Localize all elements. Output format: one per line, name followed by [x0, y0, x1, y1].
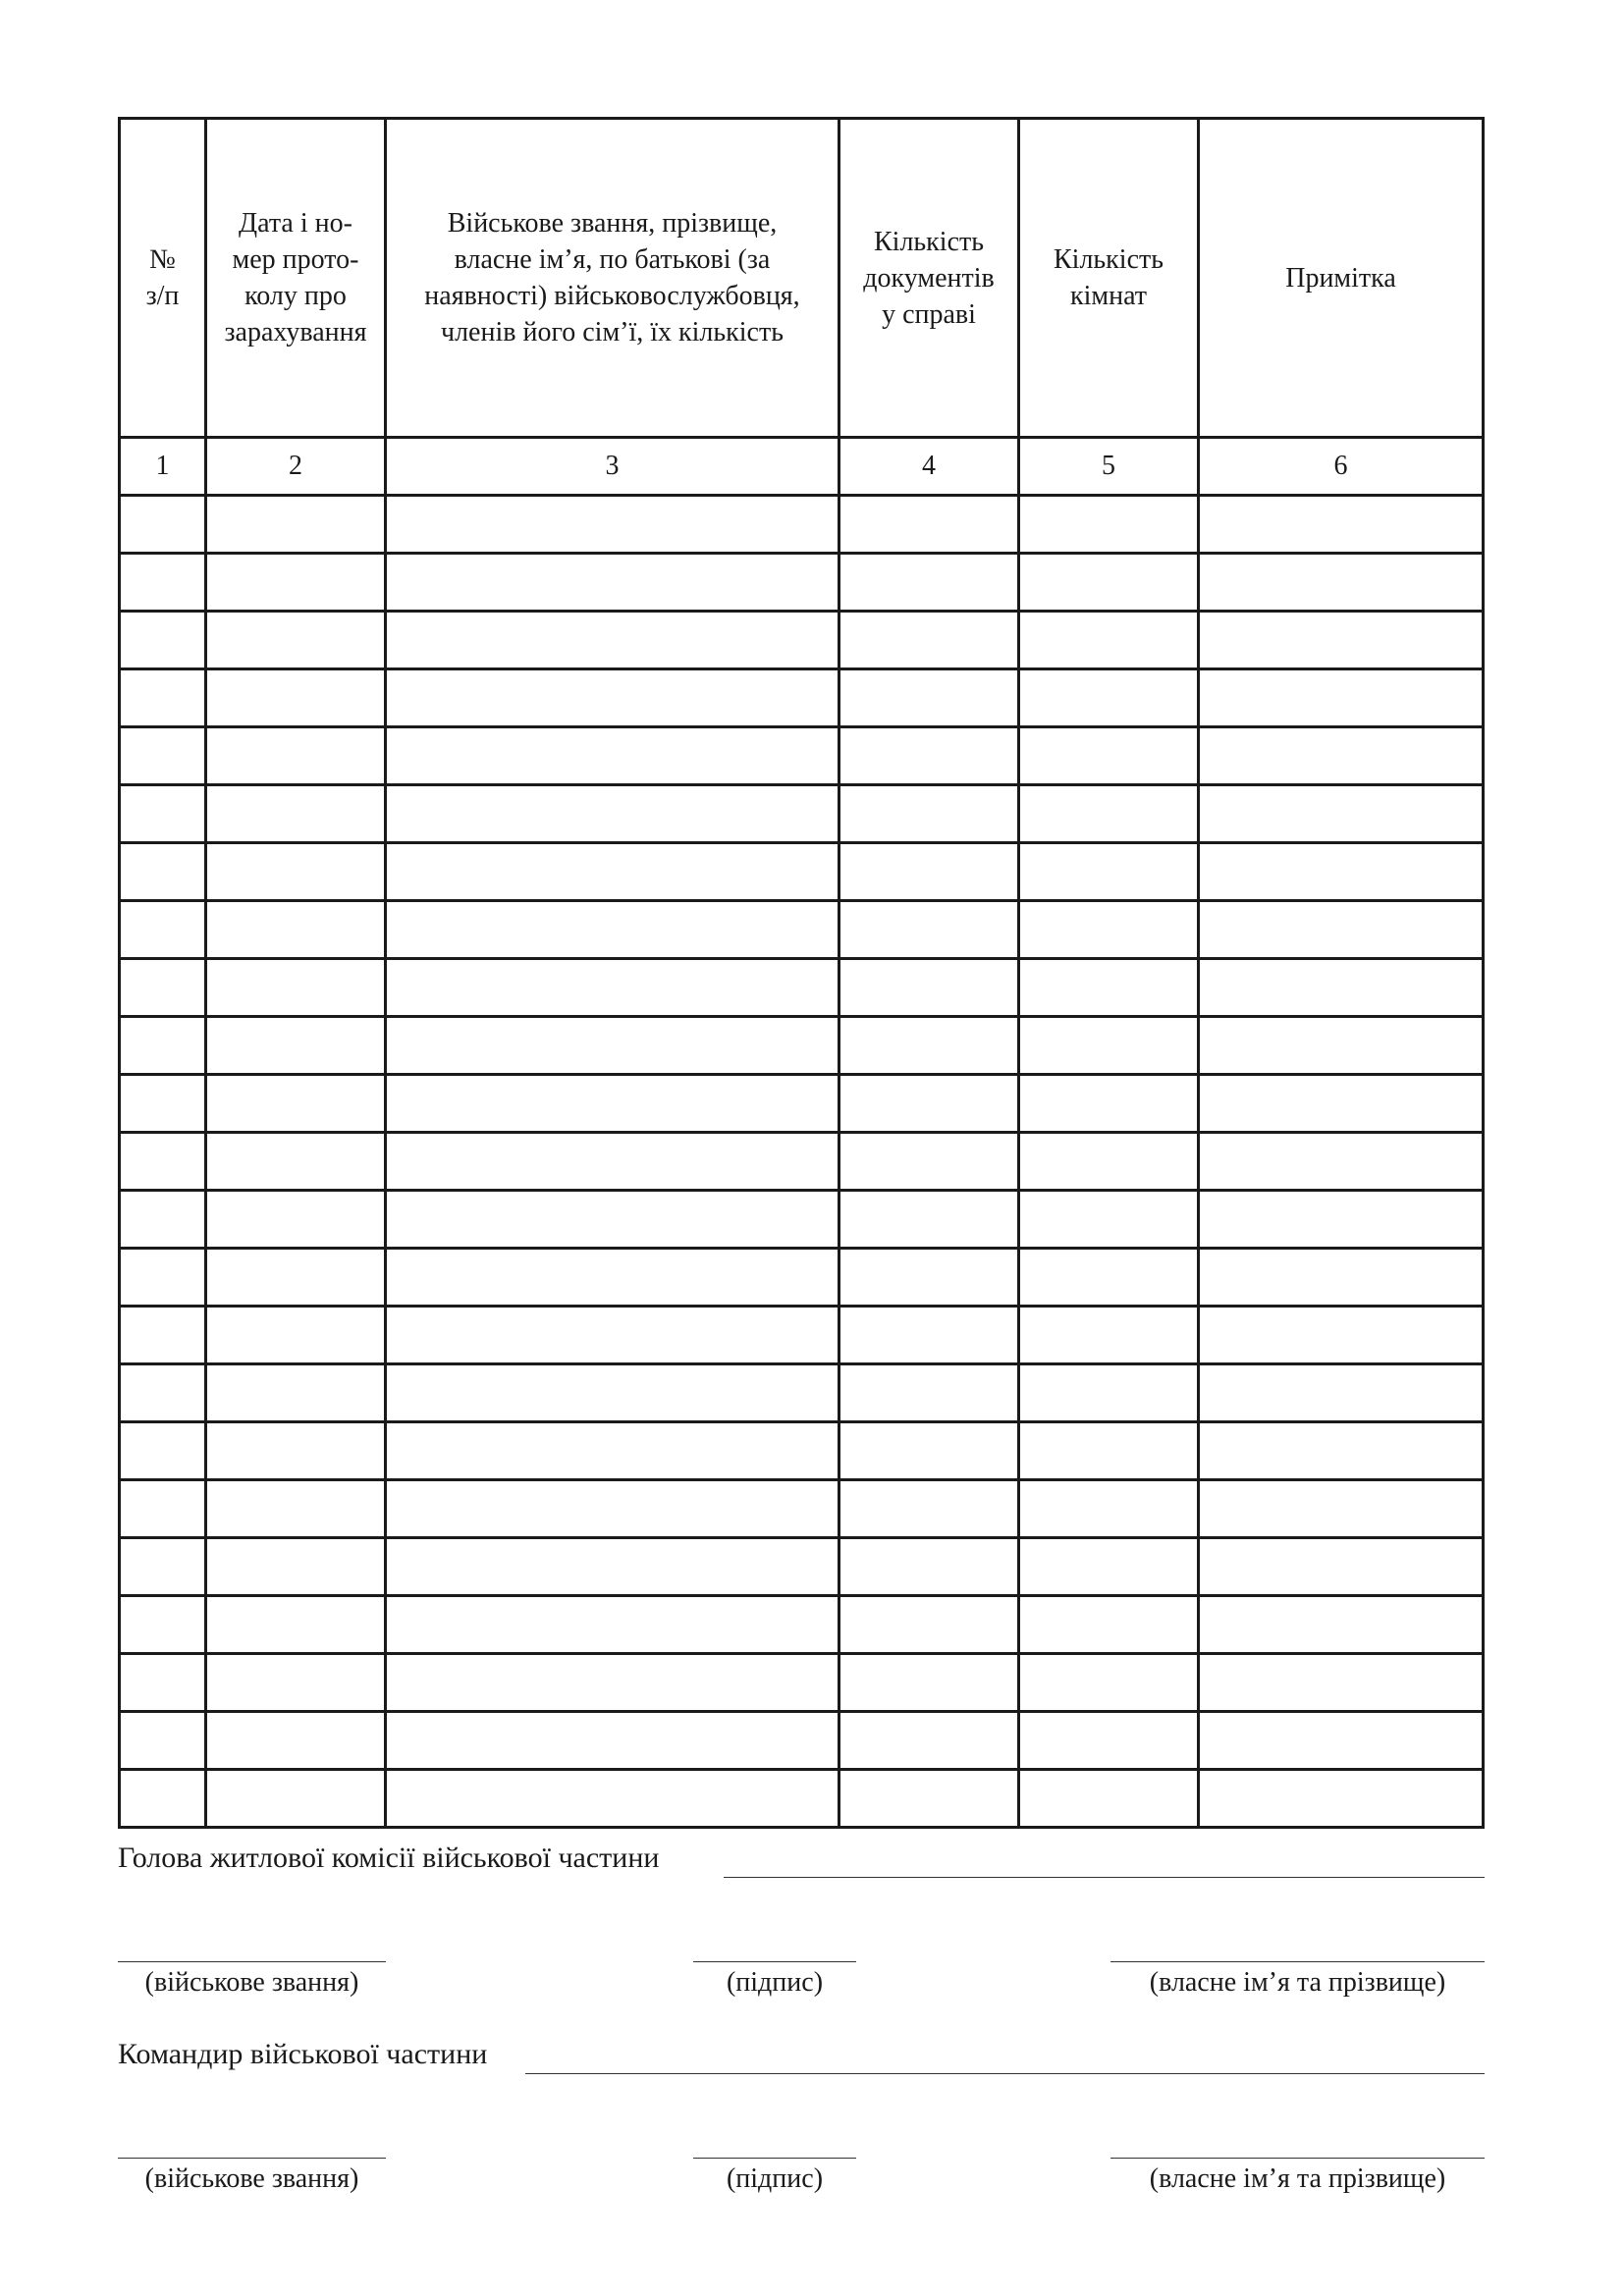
- table-cell[interactable]: [839, 1596, 1019, 1654]
- table-cell[interactable]: [839, 1191, 1019, 1249]
- table-cell[interactable]: [1019, 843, 1199, 901]
- table-cell[interactable]: [839, 785, 1019, 843]
- name-blank-line[interactable]: [1110, 2158, 1485, 2159]
- caption-name: (власне ім’я та прізвище): [1149, 1967, 1446, 1998]
- table-cell[interactable]: [839, 959, 1019, 1017]
- table-cell[interactable]: [1019, 1191, 1199, 1249]
- table-row: [120, 785, 1484, 843]
- table-cell[interactable]: [386, 554, 839, 612]
- table-row: [120, 1249, 1484, 1307]
- table-cell[interactable]: [839, 1249, 1019, 1307]
- table-cell[interactable]: [386, 785, 839, 843]
- table-cell[interactable]: [386, 612, 839, 669]
- table-cell[interactable]: [1199, 843, 1484, 901]
- table-cell[interactable]: [120, 1133, 206, 1191]
- table-cell[interactable]: [206, 1596, 386, 1654]
- table-cell[interactable]: [120, 785, 206, 843]
- table-cell[interactable]: [1199, 612, 1484, 669]
- table-cell[interactable]: [1199, 1422, 1484, 1480]
- header-cell-protocol-date: Дата і но- мер прото- колу про зарахування: [206, 119, 386, 438]
- table-cell[interactable]: [386, 959, 839, 1017]
- table-cell[interactable]: [839, 1480, 1019, 1538]
- rank-blank-line[interactable]: [118, 2158, 386, 2159]
- table-cell[interactable]: [206, 1712, 386, 1770]
- table-cell[interactable]: [839, 1307, 1019, 1364]
- table-cell[interactable]: [1199, 1307, 1484, 1364]
- table-row: [120, 1364, 1484, 1422]
- table-cell[interactable]: [386, 727, 839, 785]
- table-cell[interactable]: [839, 669, 1019, 727]
- table-cell[interactable]: [386, 669, 839, 727]
- table-cell[interactable]: [839, 1075, 1019, 1133]
- signature-blank-line[interactable]: [693, 2158, 856, 2159]
- signature-blank-line[interactable]: [693, 1961, 856, 1962]
- table-cell[interactable]: [1019, 1017, 1199, 1075]
- column-number: 3: [386, 438, 839, 496]
- table-cell[interactable]: [839, 612, 1019, 669]
- table-cell[interactable]: [1019, 1422, 1199, 1480]
- table-row: [120, 1422, 1484, 1480]
- table-cell[interactable]: [1019, 1770, 1199, 1828]
- table-cell[interactable]: [1199, 1480, 1484, 1538]
- table-row: [120, 496, 1484, 554]
- table-cell[interactable]: [386, 901, 839, 959]
- table-cell[interactable]: [1019, 554, 1199, 612]
- table-cell[interactable]: [120, 1770, 206, 1828]
- table-row: [120, 1307, 1484, 1364]
- table-cell[interactable]: [206, 1538, 386, 1596]
- table-cell[interactable]: [839, 901, 1019, 959]
- table-cell[interactable]: [1019, 1538, 1199, 1596]
- table-cell[interactable]: [839, 554, 1019, 612]
- signature-title-housing-commission: Голова житлової комісії військової частини: [118, 1842, 660, 1874]
- table-cell[interactable]: [120, 1075, 206, 1133]
- table-row: [120, 1191, 1484, 1249]
- table-row: [120, 727, 1484, 785]
- table-cell[interactable]: [206, 843, 386, 901]
- table-row: [120, 1133, 1484, 1191]
- table-cell[interactable]: [839, 496, 1019, 554]
- table-row: [120, 1596, 1484, 1654]
- table-cell[interactable]: [206, 727, 386, 785]
- table-row: [120, 959, 1484, 1017]
- table-cell[interactable]: [1199, 1538, 1484, 1596]
- table-cell[interactable]: [1199, 727, 1484, 785]
- column-number: 1: [120, 438, 206, 496]
- table-cell[interactable]: [206, 785, 386, 843]
- table-cell[interactable]: [120, 843, 206, 901]
- caption-signature: (підпис): [726, 1967, 824, 1998]
- table-row: [120, 669, 1484, 727]
- table-row: [120, 1075, 1484, 1133]
- table-cell[interactable]: [386, 1249, 839, 1307]
- table-cell[interactable]: [1019, 901, 1199, 959]
- table-cell[interactable]: [1019, 612, 1199, 669]
- table-cell[interactable]: [120, 496, 206, 554]
- table-cell[interactable]: [206, 1075, 386, 1133]
- table-row: [120, 1538, 1484, 1596]
- table-cell[interactable]: [1019, 785, 1199, 843]
- table-cell[interactable]: [839, 1364, 1019, 1422]
- table-cell[interactable]: [1199, 1770, 1484, 1828]
- table-cell[interactable]: [1019, 1249, 1199, 1307]
- signature-title-commander: Командир військової частини: [118, 2038, 488, 2070]
- table-cell[interactable]: [386, 1712, 839, 1770]
- table-row: [120, 554, 1484, 612]
- rank-blank-line[interactable]: [118, 1961, 386, 1962]
- table-cell[interactable]: [386, 1191, 839, 1249]
- table-cell[interactable]: [386, 1770, 839, 1828]
- caption-name: (власне ім’я та прізвище): [1149, 2163, 1446, 2194]
- table-cell[interactable]: [386, 1364, 839, 1422]
- caption-signature: (підпис): [726, 2163, 824, 2194]
- table-cell[interactable]: [1019, 1364, 1199, 1422]
- table-cell[interactable]: [120, 554, 206, 612]
- table-cell[interactable]: [386, 1133, 839, 1191]
- table-cell[interactable]: [206, 669, 386, 727]
- table-cell[interactable]: [120, 612, 206, 669]
- table-cell[interactable]: [839, 727, 1019, 785]
- table-cell[interactable]: [1019, 1075, 1199, 1133]
- table-cell[interactable]: [206, 1017, 386, 1075]
- table-cell[interactable]: [206, 1480, 386, 1538]
- table-cell[interactable]: [206, 1249, 386, 1307]
- table-cell[interactable]: [1199, 1596, 1484, 1654]
- table-cell[interactable]: [839, 1770, 1019, 1828]
- table-cell[interactable]: [1199, 1654, 1484, 1712]
- table-cell[interactable]: [1199, 959, 1484, 1017]
- header-cell-documents-count: Кількість документів у справі: [839, 119, 1019, 438]
- table-cell[interactable]: [1199, 669, 1484, 727]
- register-table: [118, 117, 1485, 1829]
- table-cell[interactable]: [120, 1712, 206, 1770]
- table-cell[interactable]: [386, 843, 839, 901]
- table-row: [120, 612, 1484, 669]
- table-cell[interactable]: [839, 1538, 1019, 1596]
- table-cell[interactable]: [386, 496, 839, 554]
- table-row: [120, 1480, 1484, 1538]
- table-cell[interactable]: [839, 1712, 1019, 1770]
- table-cell[interactable]: [206, 612, 386, 669]
- table-cell[interactable]: [386, 1307, 839, 1364]
- table-cell[interactable]: [386, 1480, 839, 1538]
- table-cell[interactable]: [206, 959, 386, 1017]
- column-number-row: [120, 438, 1484, 496]
- table-cell[interactable]: [1019, 1307, 1199, 1364]
- table-cell[interactable]: [1019, 1596, 1199, 1654]
- table-cell[interactable]: [1019, 1712, 1199, 1770]
- table-cell[interactable]: [206, 901, 386, 959]
- table-row: [120, 1770, 1484, 1828]
- table-cell[interactable]: [1199, 1249, 1484, 1307]
- header-row: [120, 119, 1484, 438]
- table-row: [120, 901, 1484, 959]
- table-cell[interactable]: [120, 901, 206, 959]
- header-cell-number: № з/п: [120, 119, 206, 438]
- caption-rank: (військове звання): [144, 1967, 359, 1998]
- table-cell[interactable]: [120, 1480, 206, 1538]
- table-cell[interactable]: [386, 1017, 839, 1075]
- table-cell[interactable]: [206, 496, 386, 554]
- table-cell[interactable]: [206, 1191, 386, 1249]
- table-cell[interactable]: [839, 1654, 1019, 1712]
- table-cell[interactable]: [120, 959, 206, 1017]
- table-cell[interactable]: [1199, 901, 1484, 959]
- table-cell[interactable]: [120, 1364, 206, 1422]
- caption-rank: (військове звання): [144, 2163, 359, 2194]
- table-cell[interactable]: [120, 1017, 206, 1075]
- table-cell[interactable]: [120, 1596, 206, 1654]
- table-cell[interactable]: [1199, 1191, 1484, 1249]
- table-cell[interactable]: [120, 1307, 206, 1364]
- table-cell[interactable]: [206, 1422, 386, 1480]
- table-cell[interactable]: [120, 669, 206, 727]
- table-cell[interactable]: [1199, 1017, 1484, 1075]
- table-cell[interactable]: [1019, 496, 1199, 554]
- table-row: [120, 1017, 1484, 1075]
- table-cell[interactable]: [839, 1017, 1019, 1075]
- name-blank-line[interactable]: [1110, 1961, 1485, 1962]
- signature-title-line[interactable]: [724, 1877, 1485, 1878]
- table-cell[interactable]: [120, 1249, 206, 1307]
- table-cell[interactable]: [1199, 496, 1484, 554]
- table-cell[interactable]: [1019, 1133, 1199, 1191]
- table-cell[interactable]: [1019, 727, 1199, 785]
- signature-title-line[interactable]: [525, 2073, 1485, 2074]
- column-number: 2: [206, 438, 386, 496]
- table-cell[interactable]: [1019, 1654, 1199, 1712]
- table-cell[interactable]: [1199, 1075, 1484, 1133]
- table-cell[interactable]: [206, 554, 386, 612]
- table-cell[interactable]: [206, 1364, 386, 1422]
- table-cell[interactable]: [1199, 554, 1484, 612]
- table-cell[interactable]: [120, 1422, 206, 1480]
- table-cell[interactable]: [386, 1422, 839, 1480]
- table-cell[interactable]: [1199, 1364, 1484, 1422]
- table-row: [120, 843, 1484, 901]
- table-cell[interactable]: [386, 1596, 839, 1654]
- table-cell[interactable]: [206, 1770, 386, 1828]
- column-number: 6: [1199, 438, 1484, 496]
- table-cell[interactable]: [120, 1538, 206, 1596]
- table-cell[interactable]: [1199, 1712, 1484, 1770]
- table-cell[interactable]: [120, 1191, 206, 1249]
- table-cell[interactable]: [839, 1133, 1019, 1191]
- table-cell[interactable]: [386, 1538, 839, 1596]
- table-cell[interactable]: [386, 1075, 839, 1133]
- table-cell[interactable]: [1019, 1480, 1199, 1538]
- table-cell[interactable]: [839, 843, 1019, 901]
- header-cell-note: Примітка: [1199, 119, 1484, 438]
- table-cell[interactable]: [206, 1133, 386, 1191]
- column-number: 5: [1019, 438, 1199, 496]
- table-cell[interactable]: [386, 1654, 839, 1712]
- table-cell[interactable]: [206, 1654, 386, 1712]
- header-cell-servicemember: Військове звання, прізвище, власне ім’я, по батькові (за наявності) військовослужбовця, членів його сім’ї, їх кількість: [386, 119, 839, 438]
- table-cell[interactable]: [1019, 959, 1199, 1017]
- table-cell[interactable]: [1199, 1133, 1484, 1191]
- table-cell[interactable]: [206, 1307, 386, 1364]
- table-cell[interactable]: [120, 727, 206, 785]
- table-row: [120, 1712, 1484, 1770]
- column-number: 4: [839, 438, 1019, 496]
- table-cell[interactable]: [1199, 785, 1484, 843]
- table-row: [120, 1654, 1484, 1712]
- table-cell[interactable]: [1019, 669, 1199, 727]
- header-cell-rooms-count: Кількість кімнат: [1019, 119, 1199, 438]
- table-cell[interactable]: [839, 1422, 1019, 1480]
- table-cell[interactable]: [120, 1654, 206, 1712]
